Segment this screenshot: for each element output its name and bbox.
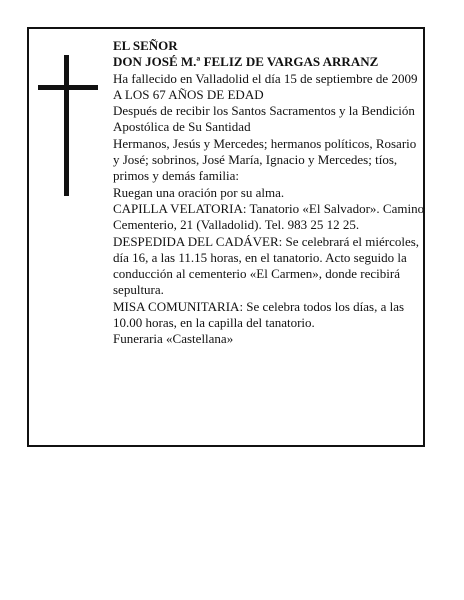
- age-statement: A LOS 67 AÑOS DE EDAD: [113, 86, 264, 102]
- death-statement: Ha fallecido en Valladolid el día 15 de septiembre de 2009: [113, 70, 418, 86]
- prayer-request: Ruegan una oración por su alma.: [113, 184, 285, 200]
- sacraments-statement: Después de recibir los Santos Sacramentos y la Bendición Apostólica de Su Santidad: [113, 103, 415, 135]
- family-list: Hermanos, Jesús y Mercedes; hermanos políticos, Rosario y José; sobrinos, José María, Ignacio y Mercedes; tíos, primos y demás familia:: [113, 135, 417, 184]
- chapel-info: CAPILLA VELATORIA: Tanatorio «El Salvador». Camino Cementerio, 21 (Valladolid). Tel. 983 25 12 25.: [113, 200, 425, 233]
- mass-info: MISA COMUNITARIA: Se celebra todos los días, a las 10.00 horas, en la capilla del tanatorio.: [113, 298, 405, 331]
- cross-icon: [38, 55, 98, 196]
- cross-horizontal-bar: [38, 85, 98, 90]
- cross-vertical-bar: [64, 55, 69, 196]
- funeral-home: Funeraria «Castellana»: [113, 331, 234, 347]
- title-line: EL SEÑOR: [113, 38, 178, 53]
- farewell-info: DESPEDIDA DEL CADÁVER: Se celebrará el miércoles, día 16, a las 11.15 horas, en el tanatorio. Acto seguido la conducción al cementerio «El Carmen», donde recibirá sepultura.: [113, 233, 420, 298]
- deceased-name: DON JOSÉ M.ª FELIZ DE VARGAS ARRANZ: [113, 54, 379, 70]
- obituary-text: [113, 38, 425, 348]
